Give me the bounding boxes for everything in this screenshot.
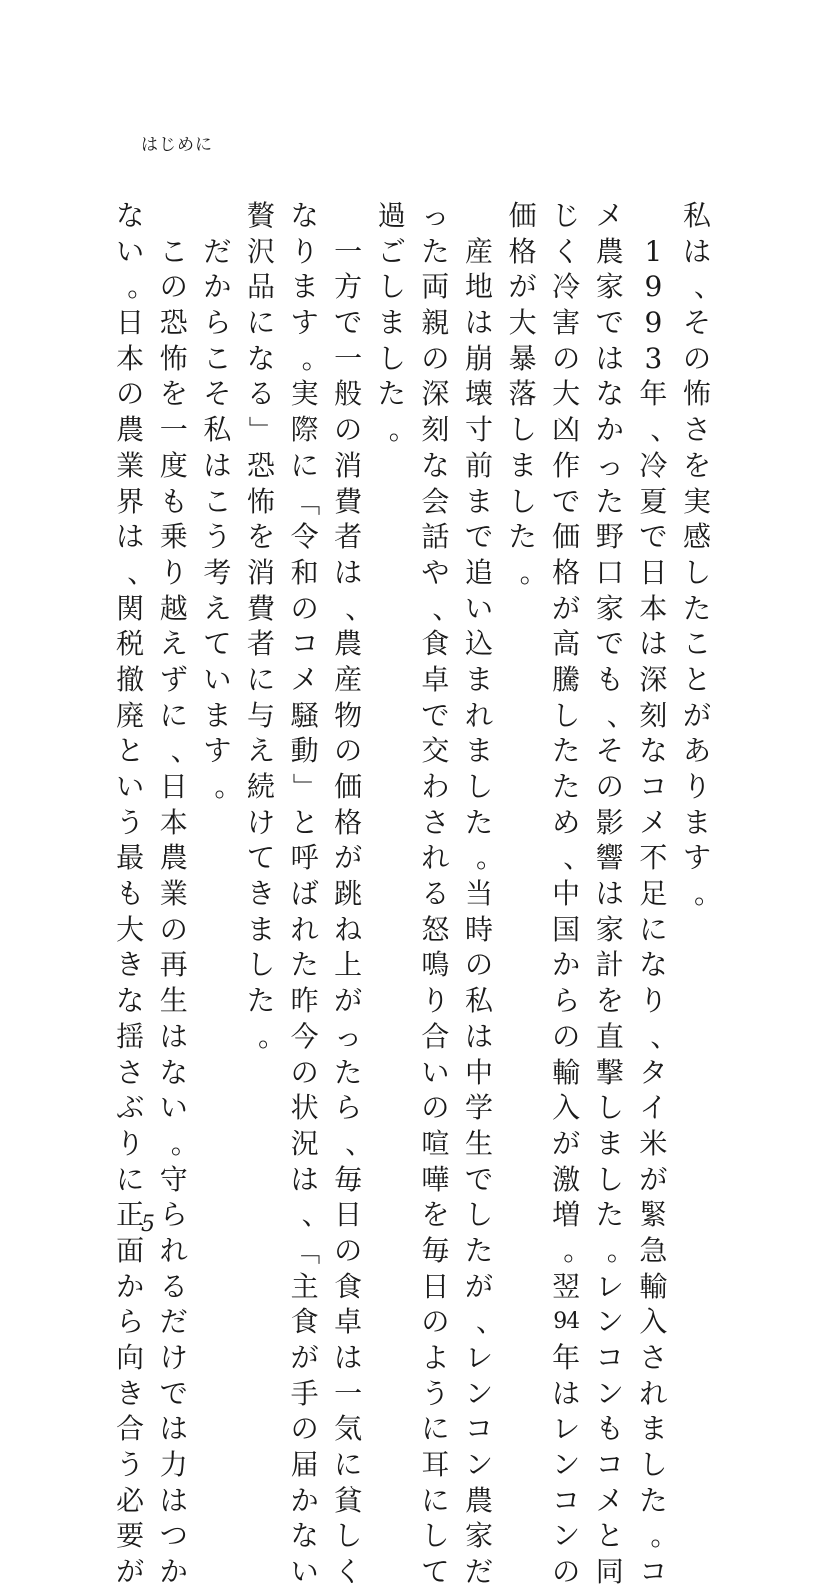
text-column: 過 ご し ま し た 。: [377, 199, 417, 447]
text-column: 産 地 は 崩 壊 寸 前 ま で 追 い 込 ま れ ま し た 。 当 時 の 私 は 中 学 生 で し た が 、 レ ン コ ン 農 家 だ: [464, 234, 505, 1589]
text-column: 贅 沢 品 に な る 」 恐 怖 を 消 費 者 に 与 え 続 け て き ま し た 。: [244, 199, 287, 1053]
text-column: 私 は 、 そ の 怖 さ を 実 感 し た こ と が あ り ま す 。: [682, 199, 723, 911]
text-column: 1 9 9 3 年 、 冷 夏 で 日 本 は 深 刻 な コ メ 不 足 に な り 、 タ イ 米 が 緊 急 輸 入 さ れ ま し た 。 コ: [639, 234, 679, 1589]
text-column: じ く 冷 害 の 大 凶 作 で 価 格 が 高 騰 し た た め 、 中 国 か ら の 輸 入 が 激 増 。 翌 94 年 は レ ン コ ン の: [552, 199, 592, 1589]
text-column: な い 。 日 本 の 農 業 界 は 、 関 税 撤 廃 と い う 最 も 大 き な 揺 さ ぶ り に 正 面 か ら 向 き 合 う 必 要 が: [116, 199, 156, 1589]
text-column: こ の 恐 怖 を 一 度 も 乗 り 越 え ず に 、 日 本 農 業 の 再 生 は な い 。 守 ら れ る だ け で は 力 は つ か: [159, 234, 199, 1589]
text-column: っ た 両 親 の 深 刻 な 会 話 や 、 食 卓 で 交 わ さ れ る 怒 鳴 り 合 い の 喧 嘩 を 毎 日 の よ う に 耳 に し て: [421, 199, 461, 1589]
text-column: だ か ら こ そ 私 は こ う 考 え て い ま す 。: [203, 234, 243, 803]
text-column: な り ま す 。 実 際 に 「 令 和 の コ メ 騒 動 」 と 呼 ば れ た 昨 今 の 状 況 は 、 「 主 食 が 手 の 届 か な い: [288, 199, 330, 1589]
text-column: メ 農 家 で は な か っ た 野 口 家 で も 、 そ の 影 響 は 家 計 を 直 撃 し ま し た 。 レ ン コ ン も コ メ と 同: [595, 199, 635, 1589]
text-column: 価 格 が 大 暴 落 し ま し た 。: [508, 199, 548, 589]
section-heading: はじめに: [141, 135, 213, 155]
page-number: 5: [141, 1212, 155, 1237]
text-column: 一 方 で 一 般 の 消 費 者 は 、 農 産 物 の 価 格 が 跳 ね 上 が っ た ら 、 毎 日 の 食 卓 は 一 気 に 貧 し く: [334, 234, 374, 1589]
